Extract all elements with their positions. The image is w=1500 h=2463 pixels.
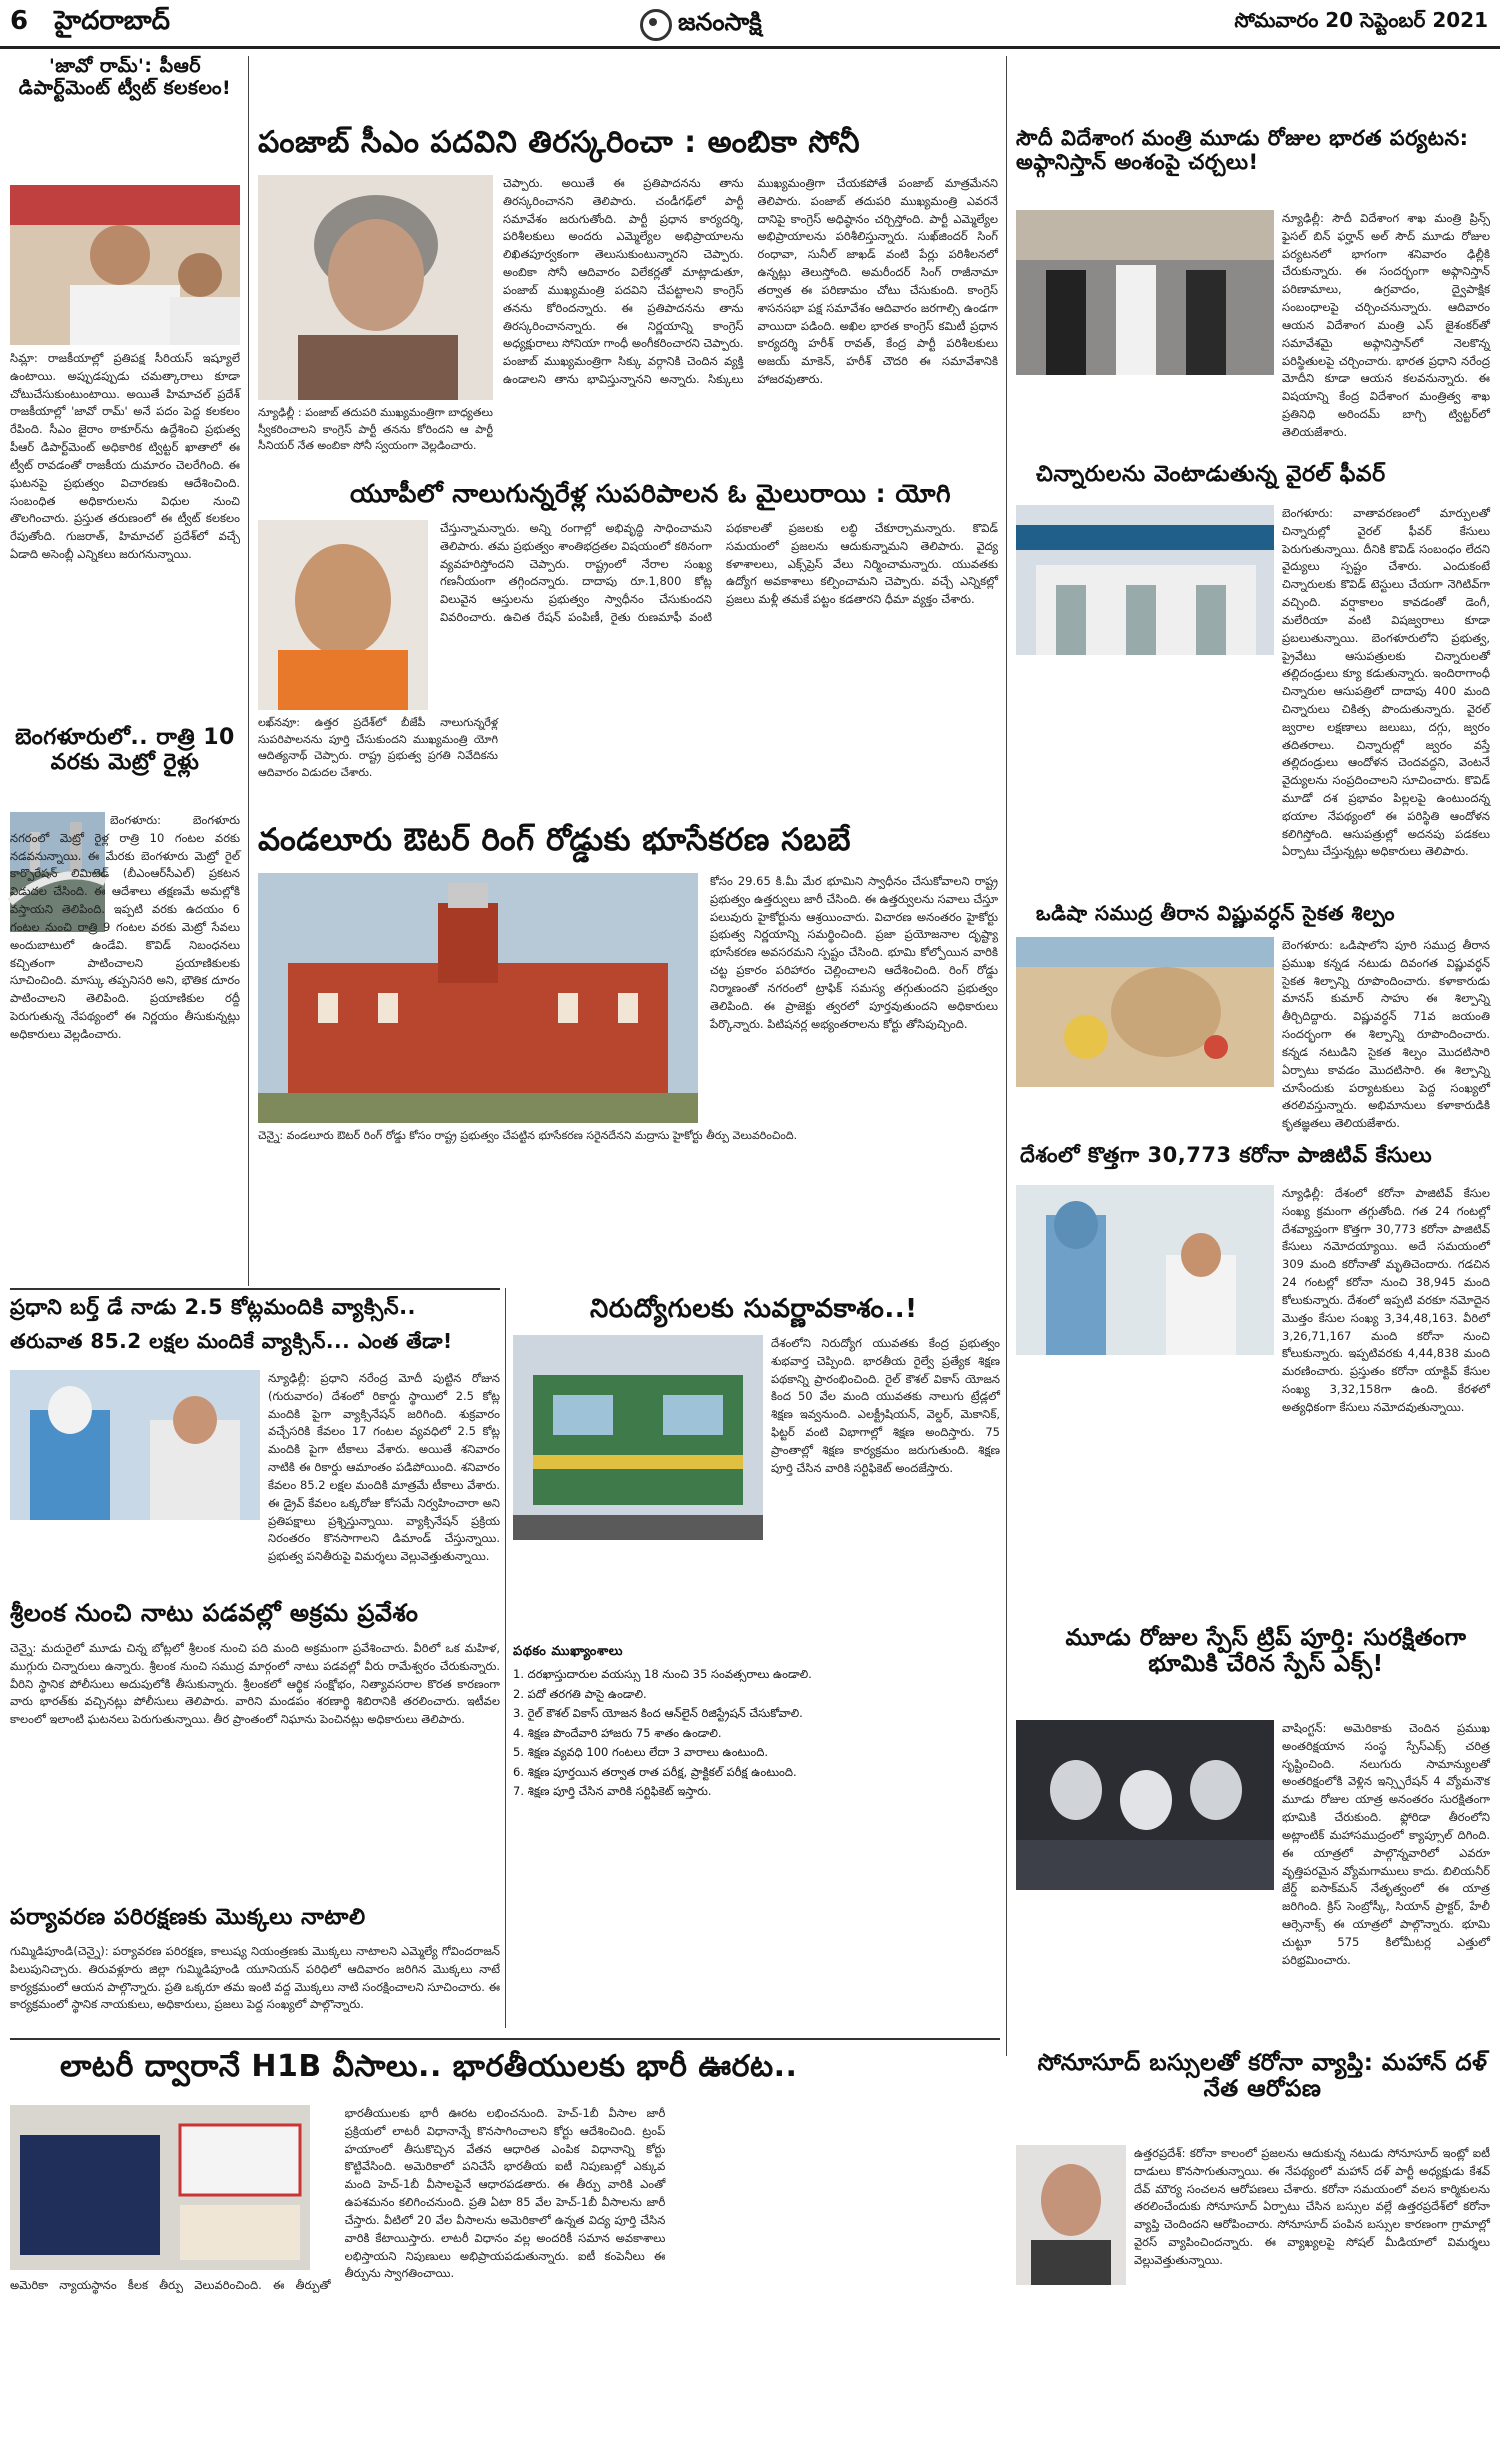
environment-headline: పర్యావరణ పరిరక్షణకు మొక్కలు నాటాలి [10,1905,366,1930]
saudi-headline: సౌదీ విదేశాంగ మంత్రి మూడు రోజుల భారత పర్యటన: అఫ్గానిస్తాన్ అంశంపై చర్చలు! [1016,126,1469,175]
metro-body: బెంగళూరు: బెంగళూరు నగరంలో మెట్రో రైళ్ల రాత్రి 10 గంటల వరకు నడవనున్నాయి. ఈ మేరకు బెంగళూరు మెట్రో రైల్ కార్పొరేషన్ లిమిటెడ్ (బీఎంఆర్‌సీఎల్) ప్రకటన విడుదల చేసింది. ఈ ఆదేశాలు తక్షణమే అమల్లోకి వస్తాయని తెలిపింది. ఇప్పటి వరకు ఉదయం 6 గంటల నుంచి రాత్రి 9 గంటల వరకు మెట్రో సేవలు అందుబాటులో ఉండేవి. కొవిడ్ నిబంధనలు కచ్చితంగా పాటించాలని ప్రయాణికులకు సూచించింది. మాస్కు తప్పనిసరి అని, భౌతిక దూరం పాటించాలని తెలిపింది. ప్రయాణికుల రద్దీ పెరుగుతున్న నేపథ్యంలో ఈ నిర్ణయం తీసుకున్నట్లు అధికారులు వెల్లడించారు. [10,813,240,1041]
column-rule [248,56,249,1286]
train-photo [513,1335,763,1540]
yogi-photo [258,520,428,710]
vaccine-body: న్యూఢిల్లీ: ప్రధాని నరేంద్ర మోదీ పుట్టిన రోజున (గురువారం) దేశంలో రికార్డు స్థాయిలో 2.5 కోట్ల మందికి పైగా వ్యాక్సినేషన్ జరిగింది. శుక్రవారం వచ్చేసరికి కేవలం 17 గంటల వ్యవధిలో 2.5 కోట్ల మందికి పైగా టీకాలు వేశారు. అయితే శనివారం నాటికి ఈ రికార్డు ఆమాంతం పడిపోయింది. శనివారం కేవలం 85.2 లక్షల మందికి మాత్రమే టీకాలు వేశారు. ఈ డ్రైవ్ కేవలం ఒక్కరోజు కోసమే నిర్వహించారా అని ప్రతిపక్షాలు ప్రశ్నిస్తున్నాయి. వ్యాక్సినేషన్ ప్రక్రియ నిరంతరం కొనసాగాలని డిమాండ్ చేస్తున్నాయి. ప్రభుత్వ పనితీరుపై విమర్శలు వెల్లువెత్తుతున్నాయి. [268,1371,500,1564]
h1b-headline: లాటరీ ద్వారానే H1B వీసాలు.. భారతీయులకు భారీ ఊరట.. [60,2049,798,2084]
jobs-body: దేశంలోని నిరుద్యోగ యువతకు కేంద్ర ప్రభుత్వం శుభవార్త చెప్పింది. భారతీయ రైల్వే ప్రత్యేక శిక్షణ పథకాన్ని ప్రారంభించింది. రైల్ కౌశల్ వికాస్ యోజన కింద 50 వేల మంది యువతకు నాలుగు ట్రేడ్లలో శిక్షణ ఇవ్వనుంది. ఎలక్ట్రీషియన్, వెల్డర్, మెకానిక్, ఫిట్టర్ వంటి విభాగాల్లో శిక్షణ అందిస్తారు. 75 ప్రాంతాల్లో శిక్షణ కార్యక్రమం జరుగుతుంది. శిక్షణ పూర్తి చేసిన వారికి సర్టిఫికెట్ అందజేస్తారు. [771,1336,1000,1475]
issue-date: సోమవారం 20 సెప్టెంబర్ 2021 [1234,8,1488,32]
section-rule [10,1288,500,1290]
saudi-body: న్యూఢిల్లీ: సౌదీ విదేశాంగ శాఖ మంత్రి ప్రిన్స్ ఫైసల్ బిన్ ఫర్హాన్ అల్ సౌద్ మూడు రోజుల పర్యటనలో భాగంగా శనివారం ఢిల్లీకి చేరుకున్నారు. ఈ సందర్భంగా అఫ్గానిస్తాన్ పరిణామాలు, ఉగ్రవాదం, ద్వైపాక్షిక సంబంధాలపై చర్చించనున్నారు. ఆదివారం ఆయన విదేశాంగ మంత్రి ఎస్ జైశంకర్‌తో సమావేశమై అఫ్గానిస్తాన్‌లో నెలకొన్న పరిస్థితులపై చర్చించారు. భారత ప్రధాని నరేంద్ర మోదీని కూడా ఆయన కలవనున్నారు. ఈ విషయాన్ని కేంద్ర విదేశాంగ మంత్రిత్వ శాఖ ప్రతినిధి అరిందమ్ బాగ్చి ట్విట్టర్‌లో తెలియజేశారు. [1282,211,1490,439]
list-item: 7. శిక్షణ పూర్తి చేసిన వారికి సర్టిఫికెట్ ఇస్తారు. [513,1784,712,1799]
list-item: 1. దరఖాస్తుదారుల వయస్సు 18 నుంచి 35 సంవత్సరాలు ఉండాలి. [513,1667,812,1681]
vaccine-subheadline: తరువాత 85.2 లక్షల మందికే వ్యాక్సిన్... ఎంత తేడా! [10,1329,453,1353]
java-ram-body: సిమ్లా: రాజకీయాల్లో ప్రతిపక్ష సీరియస్ ఇష్యూలే ఉంటాయి. అప్పుడప్పుడు చమత్కారాలు కూడా చోటుచేసుకుంటుంటాయి. అయితే హిమాచల్ ప్రదేశ్ రాజకీయాల్లో 'జావో రామ్' అనే పదం పెద్ద కలకలం రేపింది. సీఎం జైరాం ఠాకూర్‌ను ఉద్దేశించి ప్రభుత్వ పీఆర్ డిపార్ట్‌మెంట్ అధికారిక ట్విట్టర్ ఖాతాలో ఈ ట్వీట్ రావడంతో రాజకీయ దుమారం చెలరేగింది. ఈ ఘటనపై ప్రభుత్వం విచారణకు ఆదేశించింది. సంబంధిత అధికారులను విధుల నుంచి తొలగించారు. ప్రస్తుత తరుణంలో ఈ ట్వీట్ కలకలం రేపుతోంది. గుజరాత్, హిమాచల్ ప్రదేశ్‌లో వచ్చే ఏడాది అసెంబ్లీ ఎన్నికలు జరుగనున్నాయి. [10,351,240,561]
yogi-body: చేస్తున్నామన్నారు. అన్ని రంగాల్లో అభివృద్ధి సాధించామని తెలిపారు. తమ ప్రభుత్వం శాంతిభద్రతల విషయంలో కఠినంగా వ్యవహరిస్తోందని చెప్పారు. రాష్ట్రంలో నేరాల సంఖ్య గణనీయంగా తగ్గిందన్నారు. దాదాపు రూ.1,800 కోట్ల విలువైన ఆస్తులను ప్రభుత్వం స్వాధీనం చేసుకుందని వివరించారు. ఉచిత రేషన్ పంపిణీ, రైతు రుణమాఫీ వంటి పథకాలతో ప్రజలకు లబ్ధి చేకూర్చామన్నారు. కొవిడ్ సమయంలో ప్రజలను ఆదుకున్నామని తెలిపారు. వైద్య కళాశాలలు, ఎక్స్‌ప్రెస్ వేలు నిర్మించామన్నారు. యువతకు ఉద్యోగ అవకాశాలు కల్పించామని చెప్పారు. వచ్చే ఎన్నికల్లో ప్రజలు మళ్లీ తమకే పట్టం కడతారని ధీమా వ్యక్తం చేశారు. [440,521,998,625]
jobs-list-title: పథకం ముఖ్యాంశాలు [513,1644,624,1659]
sonu-sood-headline: సోనూసూద్ బస్సులతో కరోనా వ్యాప్తి: మహాన్ దళ్ నేత ఆరోపణ [1037,2050,1488,2103]
spacex-crew-photo [1016,1720,1274,1890]
odisha-body: బెంగళూరు: ఒడిషాలోని పూరి సముద్ర తీరాన ప్రముఖ కన్నడ నటుడు దివంగత విష్ణువర్ధన్ సైకత శిల్పాన్ని రూపొందించారు. కళాకారుడు మానస్ కుమార్ సాహు ఈ శిల్పాన్ని తీర్చిదిద్దారు. విష్ణువర్ధన్ 71వ జయంతి సందర్భంగా ఈ శిల్పాన్ని రూపొందించారు. కన్నడ నటుడిని సైకత శిల్పం మొదటిసారి ఏర్పాటు కావడం మొదటిసారి. ఈ శిల్పాన్ని చూసేందుకు పర్యాటకులు పెద్ద సంఖ్యలో తరలివస్తున్నారు. అభిమానులు కళాకారుడికి కృతజ్ఞతలు తెలియజేశారు. [1282,938,1490,1131]
ambika-body: చెప్పారు. అయితే ఈ ప్రతిపాదనను తాను తిరస్కరించానని తెలిపారు. చండీగఢ్‌లో పార్టీ సమావేశం జరుగుతోంది. పార్టీ ప్రధాన కార్యదర్శి, పరిశీలకులు అందరు ఎమ్మెల్యేల అభిప్రాయాలను లిఖితపూర్వకంగా తెలుసుకుంటున్నారని చెప్పారు. అంబికా సోనీ ఆదివారం విలేకర్లతో మాట్లాడుతూ, పంజాబ్ ముఖ్యమంత్రి పదవిని చేపట్టాలని కాంగ్రెస్ తనను కోరిందన్నారు. ఈ ప్రతిపాదనను తాను తిరస్కరించానన్నారు. ఈ నిర్ణయాన్ని కాంగ్రెస్ అధ్యక్షురాలు సోనియా గాంధీ అంగీకరించారని చెప్పారు. పంజాబ్ ముఖ్యమంత్రిగా సిక్కు వర్గానికి చెందిన వ్యక్తి ఉండాలని తాను భావిస్తున్నానని అన్నారు. సిక్కులు ముఖ్యమంత్రిగా చేయకపోతే పంజాబ్ మాత్రమేనని తెలిపారు. పంజాబ్ తదుపరి ముఖ్యమంత్రి ఎవరనే దానిపై కాంగ్రెస్ అధిష్ఠానం చర్చిస్తోంది. పార్టీ ఎమ్మెల్యేల అభిప్రాయాలను పరిశీలిస్తున్నారు. సుఖ్‌జిందర్ సింగ్ రంధావా, సునీల్ జాఖడ్ వంటి పేర్లు పరిశీలనలో ఉన్నట్లు తెలుస్తోంది. అమరీందర్ సింగ్ రాజీనామా తర్వాత ఈ పరిణామం చోటు చేసుకుంది. కాంగ్రెస్ శాసనసభా పక్ష సమావేశం ఆదివారం జరగాల్సి ఉండగా వాయిదా పడింది. అఖిల భారత కాంగ్రెస్ కమిటీ ప్రధాన కార్యదర్శి హరీశ్ రావత్, కేంద్ర పార్టీ పరిశీలకులు అజయ్ మాకెన్, హరీశ్ చౌదరి ఈ సమావేశానికి హాజరవుతారు. [503,176,998,386]
h1b-body: అమెరికా న్యాయస్థానం కీలక తీర్పు వెలువరించింది. ఈ తీర్పుతో భారతీయులకు భారీ ఊరట లభించనుంది. హెచ్-1బీ వీసాల జారీ ప్రక్రియలో లాటరీ విధానాన్నే కొనసాగించాలని కోర్టు ఆదేశించింది. ట్రంప్ హయాంలో తీసుకొచ్చిన వేతన ఆధారిత ఎంపిక విధానాన్ని కోర్టు కొట్టివేసింది. అమెరికాలో పనిచేసే భారతీయ ఐటీ నిపుణుల్లో ఎక్కువ మంది హెచ్-1బీ వీసాలపైనే ఆధారపడతారు. ఈ తీర్పు వారికి ఎంతో ఉపశమనం కలిగించనుంది. ప్రతి ఏటా 85 వేల హెచ్-1బీ వీసాలను జారీ చేస్తారు. వీటిలో 20 వేల వీసాలను అమెరికాలో ఉన్నత విద్య పూర్తి చేసిన వారికి కేటాయిస్తారు. లాటరీ విధానం వల్ల అందరికీ సమాన అవకాశాలు లభిస్తాయని నిపుణులు అభిప్రాయపడుతున్నారు. ఐటీ కంపెనీలు ఈ తీర్పును స్వాగతించాయి. [10,2106,666,2292]
ambika-caption: న్యూఢిల్లీ : పంజాబ్ తదుపరి ముఖ్యమంత్రిగా బాధ్యతలు స్వీకరించాలని కాంగ్రెస్ పార్టీ తనను కోరిందని ఆ పార్టీ సీనియర్ నేత అంబికా సోనీ స్వయంగా వెల్లడించారు. [258,406,493,452]
ambika-headline: పంజాబ్ సీఎం పదవిని తిరస్కరించా : అంబికా సోనీ [258,125,861,160]
column-rule [1006,56,1007,2056]
viral-fever-body: బెంగళూరు: వాతావరణంలో మార్పులతో చిన్నారుల్లో వైరల్ ఫీవర్ కేసులు పెరుగుతున్నాయి. దీనికి కొవిడ్ సంబంధం లేదని వైద్యులు స్పష్టం చేశారు. ఎందుకంటే చిన్నారులకు కొవిడ్ టెస్టులు చేయగా నెగిటివ్‌గా వచ్చింది. వర్షాకాలం కావడంతో డెంగీ, మలేరియా వంటి విషజ్వరాలు కూడా ప్రబలుతున్నాయి. బెంగళూరులోని ప్రభుత్వ, ప్రైవేటు ఆసుపత్రులకు చిన్నారులతో తల్లిదండ్రులు క్యూ కడుతున్నారు. ఇందిరాగాంధీ చిన్నారుల ఆసుపత్రిలో దాదాపు 400 మంది చిన్నారులు చికిత్స పొందుతున్నారు. వైరల్ జ్వరాల లక్షణాలు జలుబు, దగ్గు, జ్వరం తదితరాలు. చిన్నారుల్లో జ్వరం వస్తే తల్లిదండ్రులు ఆందోళన చెందవద్దని, వెంటనే వైద్యులను సంప్రదించాలని సూచించారు. కొవిడ్ మూడో దశ ప్రభావం పిల్లలపై ఉంటుందన్న భయాల నేపథ్యంలో ఈ పరిస్థితి ఆందోళన కలిగిస్తోంది. ఆసుపత్రుల్లో అదనపు పడకలు ఏర్పాటు చేస్తున్నట్లు అధికారులు తెలిపారు. [1282,506,1490,859]
metro-headline: బెంగళూరులో.. రాత్రి 10 వరకు మెట్రో రైళ్లు [15,725,235,776]
sonu-sood-photo [1016,2145,1126,2285]
sri-lanka-headline: శ్రీలంక నుంచి నాటు పడవల్లో అక్రమ ప్రవేశం [10,1599,419,1627]
hospital-photo [1016,505,1274,655]
list-item: 2. పదో తరగతి పాసై ఉండాలి. [513,1686,647,1701]
saudi-photo [1016,210,1274,375]
jobs-list [513,1665,1000,1802]
spacex-headline: మూడు రోజుల స్పేస్ ట్రిప్ పూర్తి: సురక్షితంగా భూమికి చేరిన స్పేస్ ఎక్స్! [1065,1625,1467,1678]
spacex-body: వాషింగ్టన్: అమెరికాకు చెందిన ప్రముఖ అంతరిక్షయాన సంస్థ స్పేస్ఎక్స్ చరిత్ర సృష్టించింది. నలుగురు సామాన్యులతో అంతరిక్షంలోకి వెళ్లిన ఇన్స్పిరేషన్ 4 వ్యోమనౌక మూడు రోజుల యాత్ర అనంతరం సురక్షితంగా భూమికి చేరుకుంది. ఫ్లోరిడా తీరంలోని అట్లాంటిక్ మహాసముద్రంలో క్యాప్సూల్ దిగింది. ఈ యాత్రలో పాల్గొన్నవారిలో ఎవరూ వృత్తిపరమైన వ్యోమగాములు కాదు. బిలియనీర్ జేర్డ్ ఐసాక్‌మన్ నేతృత్వంలో ఈ యాత్ర జరిగింది. క్రిస్ సెంబ్రోస్కీ, సియాన్ ప్రాక్టర్, హేలీ ఆర్సెనాక్స్ ఈ యాత్రలో పాల్గొన్నారు. భూమి చుట్టూ 575 కిలోమీటర్ల ఎత్తులో పరిభ్రమించారు. [1282,1721,1490,1967]
h1b-photo-spacer [10,2105,310,2275]
page-number: 6 [10,6,29,36]
ambika-photo [258,175,493,400]
eye-logo-icon [640,9,672,41]
yogi-caption: లఖ్‌నవూ: ఉత్తర ప్రదేశ్‌లో బీజేపీ నాలుగున్నరేళ్ల సుపరిపాలనను పూర్తి చేసుకుందని ముఖ్యమంత్రి యోగి ఆదిత్యనాథ్ చెప్పారు. రాష్ట్ర ప్రభుత్వ ప్రగతి నివేదికను ఆదివారం విడుదల చేశారు. [258,716,498,779]
logo-text: జనంసాక్షి [678,8,762,36]
page-header-left [10,6,170,42]
outer-ring-headline: వండలూరు ఔటర్ రింగ్ రోడ్డుకు భూసేకరణ సబబే [258,822,851,858]
corona-body: న్యూఢిల్లీ: దేశంలో కరోనా పాజిటివ్ కేసుల సంఖ్య క్రమంగా తగ్గుతోంది. గత 24 గంటల్లో దేశవ్యాప్తంగా కొత్తగా 30,773 కరోనా పాజిటివ్ కేసులు నమోదయ్యాయి. అదే సమయంలో 309 మంది కరోనాతో మృతిచెందారు. గడచిన 24 గంటల్లో కరోనా నుంచి 38,945 మంది కోలుకున్నారు. దేశంలో ఇప్పటి వరకూ నమోదైన మొత్తం కేసుల సంఖ్య 3,34,48,163. వీరిలో 3,26,71,167 మంది కరోనా నుంచి కోలుకున్నారు. ఇప్పటివరకు 4,44,838 మంది మరణించారు. ప్రస్తుతం కరోనా యాక్టివ్ కేసుల సంఖ్య 3,32,158గా ఉంది. కేరళలో అత్యధికంగా కేసులు నమోదవుతున్నాయి. [1282,1186,1490,1414]
java-ram-photo [10,185,240,345]
list-item: 3. రైల్ కౌశల్ వికాస్ యోజన కింద ఆన్‌లైన్ రిజిస్ట్రేషన్ చేసుకోవాలి. [513,1706,803,1721]
newspaper-logo [640,8,762,42]
madras-high-court-photo [258,873,698,1123]
corona-test-photo [1016,1185,1274,1355]
vaccine-headline: ప్రధాని బర్త్ డే నాడు 2.5 కోట్లమందికి వ్యాక్సిన్.. [10,1295,417,1319]
city-name: హైదరాబాద్ [54,6,171,36]
odisha-headline: ఒడిషా సముద్ర తీరాన విష్ణువర్ధన్ సైకత శిల్పం [1036,901,1396,925]
masthead [0,0,1500,49]
section-rule [10,2038,1000,2040]
sri-lanka-body: చెన్నై: మదురైలో మూడు చిన్న బోట్లలో శ్రీలంక నుంచి పది మంది అక్రమంగా ప్రవేశించారు. వీరిలో ఒక మహిళ, ముగ్గురు చిన్నారులు ఉన్నారు. శ్రీలంక నుంచి సముద్ర మార్గంలో నాటు పడవల్లో వీరు రామేశ్వరం చేరుకున్నారు. వీరిని స్థానిక పోలీసులు అదుపులోకి తీసుకున్నారు. శ్రీలంకలో ఆర్థిక సంక్షోభం, నిత్యావసరాల కొరత కారణంగా వారు భారత్‌కు వచ్చినట్లు పోలీసులు తెలిపారు. వారిని మండపం శరణార్థి శిబిరానికి తరలించారు. ఇటీవల కాలంలో ఇలాంటి ఘటనలు పెరుగుతున్నాయి. తీర ప్రాంతంలో నిఘాను పెంచినట్లు అధికారులు తెలిపారు. [10,1641,500,1727]
viral-fever-headline: చిన్నారులను వెంటాడుతున్న వైరల్ ఫీవర్ [1036,462,1386,487]
outer-ring-caption: చెన్నై: వండలూరు ఔటర్ రింగ్ రోడ్డు కోసం రాష్ట్ర ప్రభుత్వం చేపట్టిన భూసేకరణ సరైనదేనని మద్రాసు హైకోర్టు తీర్పు వెలువరించింది. [258,1129,798,1142]
column-rule [505,1288,506,2028]
sand-art-photo [1016,937,1274,1087]
environment-body: గుమ్మిడిపూండి(చెన్నై): పర్యావరణ పరిరక్షణ, కాలుష్య నియంత్రణకు మొక్కలు నాటాలని ఎమ్మెల్యే గోవిందరాజన్ పిలుపునిచ్చారు. తిరువళ్లూరు జిల్లా గుమ్మిడిపూండి యూనియన్ పరిధిలో ఆదివారం జరిగిన మొక్కలు నాటే కార్యక్రమంలో ఆయన పాల్గొన్నారు. ప్రతి ఒక్కరూ తమ ఇంటి వద్ద మొక్కలు నాటి సంరక్షించాలని సూచించారు. ఈ కార్యక్రమంలో స్థానిక నాయకులు, అధికారులు, ప్రజలు పెద్ద సంఖ్యలో పాల్గొన్నారు. [10,1944,500,2012]
yogi-headline: యూపీలో నాలుగున్నరేళ్ల సుపరిపాలన ఓ మైలురాయి : యోగి [350,479,952,508]
list-item: 5. శిక్షణ వ్యవధి 100 గంటలు లేదా 3 వారాలు ఉంటుంది. [513,1745,769,1760]
java-ram-headline: 'జావో రామ్': పీఆర్ డిపార్ట్‌మెంట్ ట్వీట్ కలకలం! [18,55,232,99]
corona-headline: దేశంలో కొత్తగా 30,773 కరోనా పాజిటివ్ కేసులు [1020,1143,1433,1167]
list-item: 6. శిక్షణ పూర్తయిన తర్వాత రాత పరీక్ష, ప్రాక్టికల్ పరీక్ష ఉంటుంది. [513,1764,797,1779]
jobs-headline: నిరుద్యోగులకు సువర్ణావకాశం..! [590,1294,918,1324]
sonu-sood-body: ఉత్తరప్రదేశ్: కరోనా కాలంలో ప్రజలను ఆదుకున్న నటుడు సోనూసూద్ ఇంట్లో ఐటీ దాడులు కొనసాగుతున్నాయి. ఈ నేపథ్యంలో మహాన్ దళ్ పార్టీ అధ్యక్షుడు కేశవ్ దేవ్ మౌర్య సంచలన ఆరోపణలు చేశారు. కరోనా సమయంలో వలస కార్మికులను తరలించేందుకు సోనూసూద్ ఏర్పాటు చేసిన బస్సుల వల్లే ఉత్తరప్రదేశ్‌లో కరోనా వ్యాప్తి చెందిందని ఆరోపించారు. సోనూసూద్ పంపిన బస్సుల కారణంగా గ్రామాల్లో వైరస్ వ్యాపించిందన్నారు. ఈ వ్యాఖ్యలపై సోషల్ మీడియాలో విమర్శలు వెల్లువెత్తుతున్నాయి. [1134,2146,1490,2267]
vaccination-photo [10,1370,260,1520]
outer-ring-body: కోసం 29.65 కి.మీ మేర భూమిని స్వాధీనం చేసుకోవాలని రాష్ట్ర ప్రభుత్వం ఉత్తర్వులు జారీ చేసింది. ఈ ఉత్తర్వులను సవాలు చేస్తూ పలువురు హైకోర్టును ఆశ్రయించారు. విచారణ అనంతరం హైకోర్టు ప్రభుత్వ నిర్ణయాన్ని సమర్థించింది. ప్రజా ప్రయోజనాల దృష్ట్యా భూసేకరణ అవసరమని స్పష్టం చేసింది. భూమి కోల్పోయిన వారికి చట్ట ప్రకారం పరిహారం చెల్లించాలని ఆదేశించింది. రింగ్ రోడ్డు నిర్మాణంతో నగరంలో ట్రాఫిక్ సమస్య తగ్గుతుందని ప్రభుత్వం తెలిపింది. ఈ ప్రాజెక్టు త్వరలో పూర్తవుతుందని అధికారులు పేర్కొన్నారు. పిటిషనర్ల అభ్యంతరాలను కోర్టు తోసిపుచ్చింది. [710,874,999,1031]
list-item: 4. శిక్షణ పొందేవారి హాజరు 75 శాతం ఉండాలి. [513,1725,722,1740]
